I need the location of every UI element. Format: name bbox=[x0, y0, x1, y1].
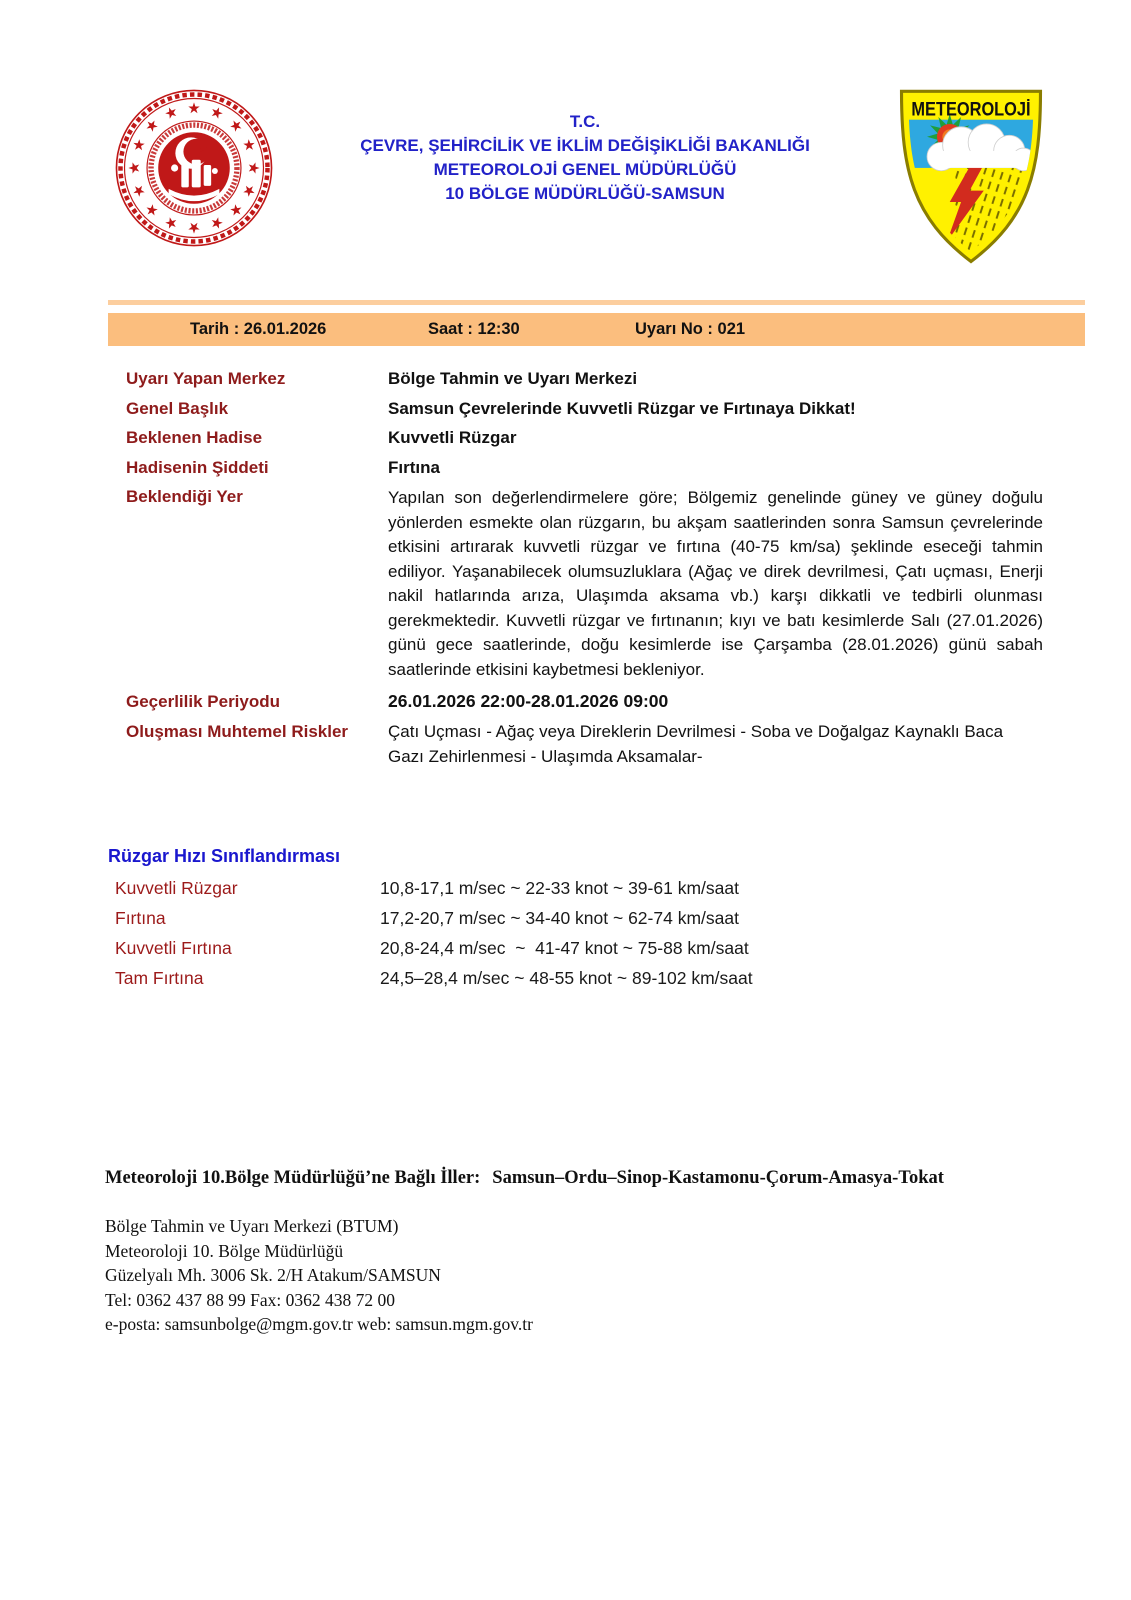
wind-classification-title: Rüzgar Hızı Sınıflandırması bbox=[108, 846, 341, 866]
field-label: Oluşması Muhtemel Riskler bbox=[126, 722, 349, 741]
field-row-expected-location bbox=[126, 486, 1043, 682]
contact-line-address: Güzelyalı Mh. 3006 Sk. 2/H Atakum/SAMSUN bbox=[105, 1265, 441, 1285]
field-row-expected-event bbox=[126, 427, 1043, 448]
wind-class-label: Fırtına bbox=[115, 908, 166, 928]
field-row-possible-risks bbox=[126, 720, 1043, 769]
field-label: Geçerlilik Periyodu bbox=[126, 691, 281, 711]
field-label: Beklenen Hadise bbox=[126, 428, 263, 447]
contact-line-directorate: Meteoroloji 10. Bölge Müdürlüğü bbox=[105, 1240, 344, 1261]
wind-class-label: Kuvvetli Rüzgar bbox=[115, 878, 238, 898]
field-value: Bölge Tahmin ve Uyarı Merkezi bbox=[388, 369, 638, 388]
header-line-directorate: METEOROLOJİ GENEL MÜDÜRLÜĞÜ bbox=[433, 160, 737, 179]
bound-provinces-line bbox=[105, 1168, 1065, 1189]
field-row-issuing-center bbox=[126, 368, 1043, 389]
field-value-description: Yapılan son değerlendirmelere göre; Bölgemiz genelinde güney ve güney doğulu yönlerden esmekte olan rüzgarın, bu akşam saatlerinden sonra Samsun çevrelerinde etkisini artırarak kuvvetli rüzgar ve fırtına (40-75 km/sa) şeklinde eseceği tahmin ediliyor. Yaşanabilecek olumsuzluklara (Ağaç ve direk devrilmesi, Çatı uçması, Enerji nakil hatlarında arıza, Ulaşımda aksama vb.) karşı dikkatli ve tedbirli olunması gerekmektedir. Kuvvetli rüzgar ve fırtınanın; kıyı ve batı kesimlerde Salı (27.01.2026) günü gece saatlerinde, doğu kesimlerde ise Çarşamba (28.01.2026) günü sabah saatlerinde etkisini kaybetmesi bekleniyor. bbox=[388, 488, 1043, 679]
wind-classification-section bbox=[108, 846, 1043, 998]
header-line-region: 10 BÖLGE MÜDÜRLÜĞÜ-SAMSUN bbox=[445, 184, 725, 203]
field-value: Çatı Uçması - Ağaç veya Direklerin Devrilmesi - Soba ve Doğalgaz Kaynaklı Baca Gazı Zehirlenmesi - Ulaşımda Aksamalar- bbox=[388, 722, 1004, 766]
field-value: Kuvvetli Rüzgar bbox=[388, 428, 517, 447]
ministry-emblem-icon bbox=[112, 85, 276, 251]
bound-provinces-list: Samsun–Ordu–Sinop-Kastamonu-Çorum-Amasya-Tokat bbox=[492, 1168, 944, 1188]
info-bar-warning-no: Uyarı No : 021 bbox=[635, 320, 746, 338]
document-header bbox=[300, 110, 870, 206]
field-value: Fırtına bbox=[388, 457, 440, 477]
field-row-general-title bbox=[126, 398, 1043, 419]
field-value: Samsun Çevrelerinde Kuvvetli Rüzgar ve Fırtınaya Dikkat! bbox=[388, 398, 856, 418]
info-bar-top-strip bbox=[108, 300, 1085, 305]
wind-class-label: Kuvvetli Fırtına bbox=[115, 938, 232, 958]
field-row-event-severity bbox=[126, 457, 1043, 478]
wind-row-full-storm bbox=[108, 968, 1043, 989]
bound-provinces-label: Meteoroloji 10.Bölge Müdürlüğü’ne Bağlı İller: bbox=[105, 1168, 481, 1188]
info-bar bbox=[108, 313, 1085, 346]
wind-class-value: 17,2-20,7 m/sec ~ 34-40 knot ~ 62-74 km/saat bbox=[380, 908, 739, 928]
field-label: Hadisenin Şiddeti bbox=[126, 457, 269, 477]
header-line-ministry: ÇEVRE, ŞEHİRCİLİK VE İKLİM DEĞİŞİKLİĞİ BAKANLIĞI bbox=[360, 136, 810, 155]
wind-row-storm bbox=[108, 908, 1043, 929]
wind-row-strong-wind bbox=[108, 878, 1043, 899]
field-label: Genel Başlık bbox=[126, 398, 229, 418]
meteorology-shield-icon bbox=[893, 78, 1049, 272]
field-label: Beklendiği Yer bbox=[126, 487, 243, 506]
header-line-tc: T.C. bbox=[569, 112, 601, 131]
wind-row-strong-storm bbox=[108, 938, 1043, 959]
wind-class-value: 20,8-24,4 m/sec ~ 41-47 knot ~ 75-88 km/saat bbox=[380, 938, 749, 958]
contact-line-email-web: e-posta: samsunbolge@mgm.gov.tr web: samsun.mgm.gov.tr bbox=[105, 1314, 533, 1334]
meteorology-logo-text: METEOROLOJİ bbox=[911, 99, 1031, 121]
wind-class-value: 10,8-17,1 m/sec ~ 22-33 knot ~ 39-61 km/saat bbox=[380, 878, 739, 898]
wind-class-label: Tam Fırtına bbox=[115, 968, 204, 988]
wind-class-value: 24,5–28,4 m/sec ~ 48-55 knot ~ 89-102 km/saat bbox=[380, 968, 753, 988]
warning-fields bbox=[126, 368, 1043, 778]
info-bar-date: Tarih : 26.01.2026 bbox=[190, 320, 327, 338]
contact-line-center: Bölge Tahmin ve Uyarı Merkezi (BTUM) bbox=[105, 1216, 399, 1236]
field-value: 26.01.2026 22:00-28.01.2026 09:00 bbox=[388, 690, 669, 711]
contact-line-phone: Tel: 0362 437 88 99 Fax: 0362 438 72 00 bbox=[105, 1289, 395, 1310]
contact-block bbox=[105, 1214, 805, 1337]
field-label: Uyarı Yapan Merkez bbox=[126, 369, 286, 388]
info-bar-time: Saat : 12:30 bbox=[428, 320, 520, 338]
field-row-validity-period bbox=[126, 691, 1043, 712]
